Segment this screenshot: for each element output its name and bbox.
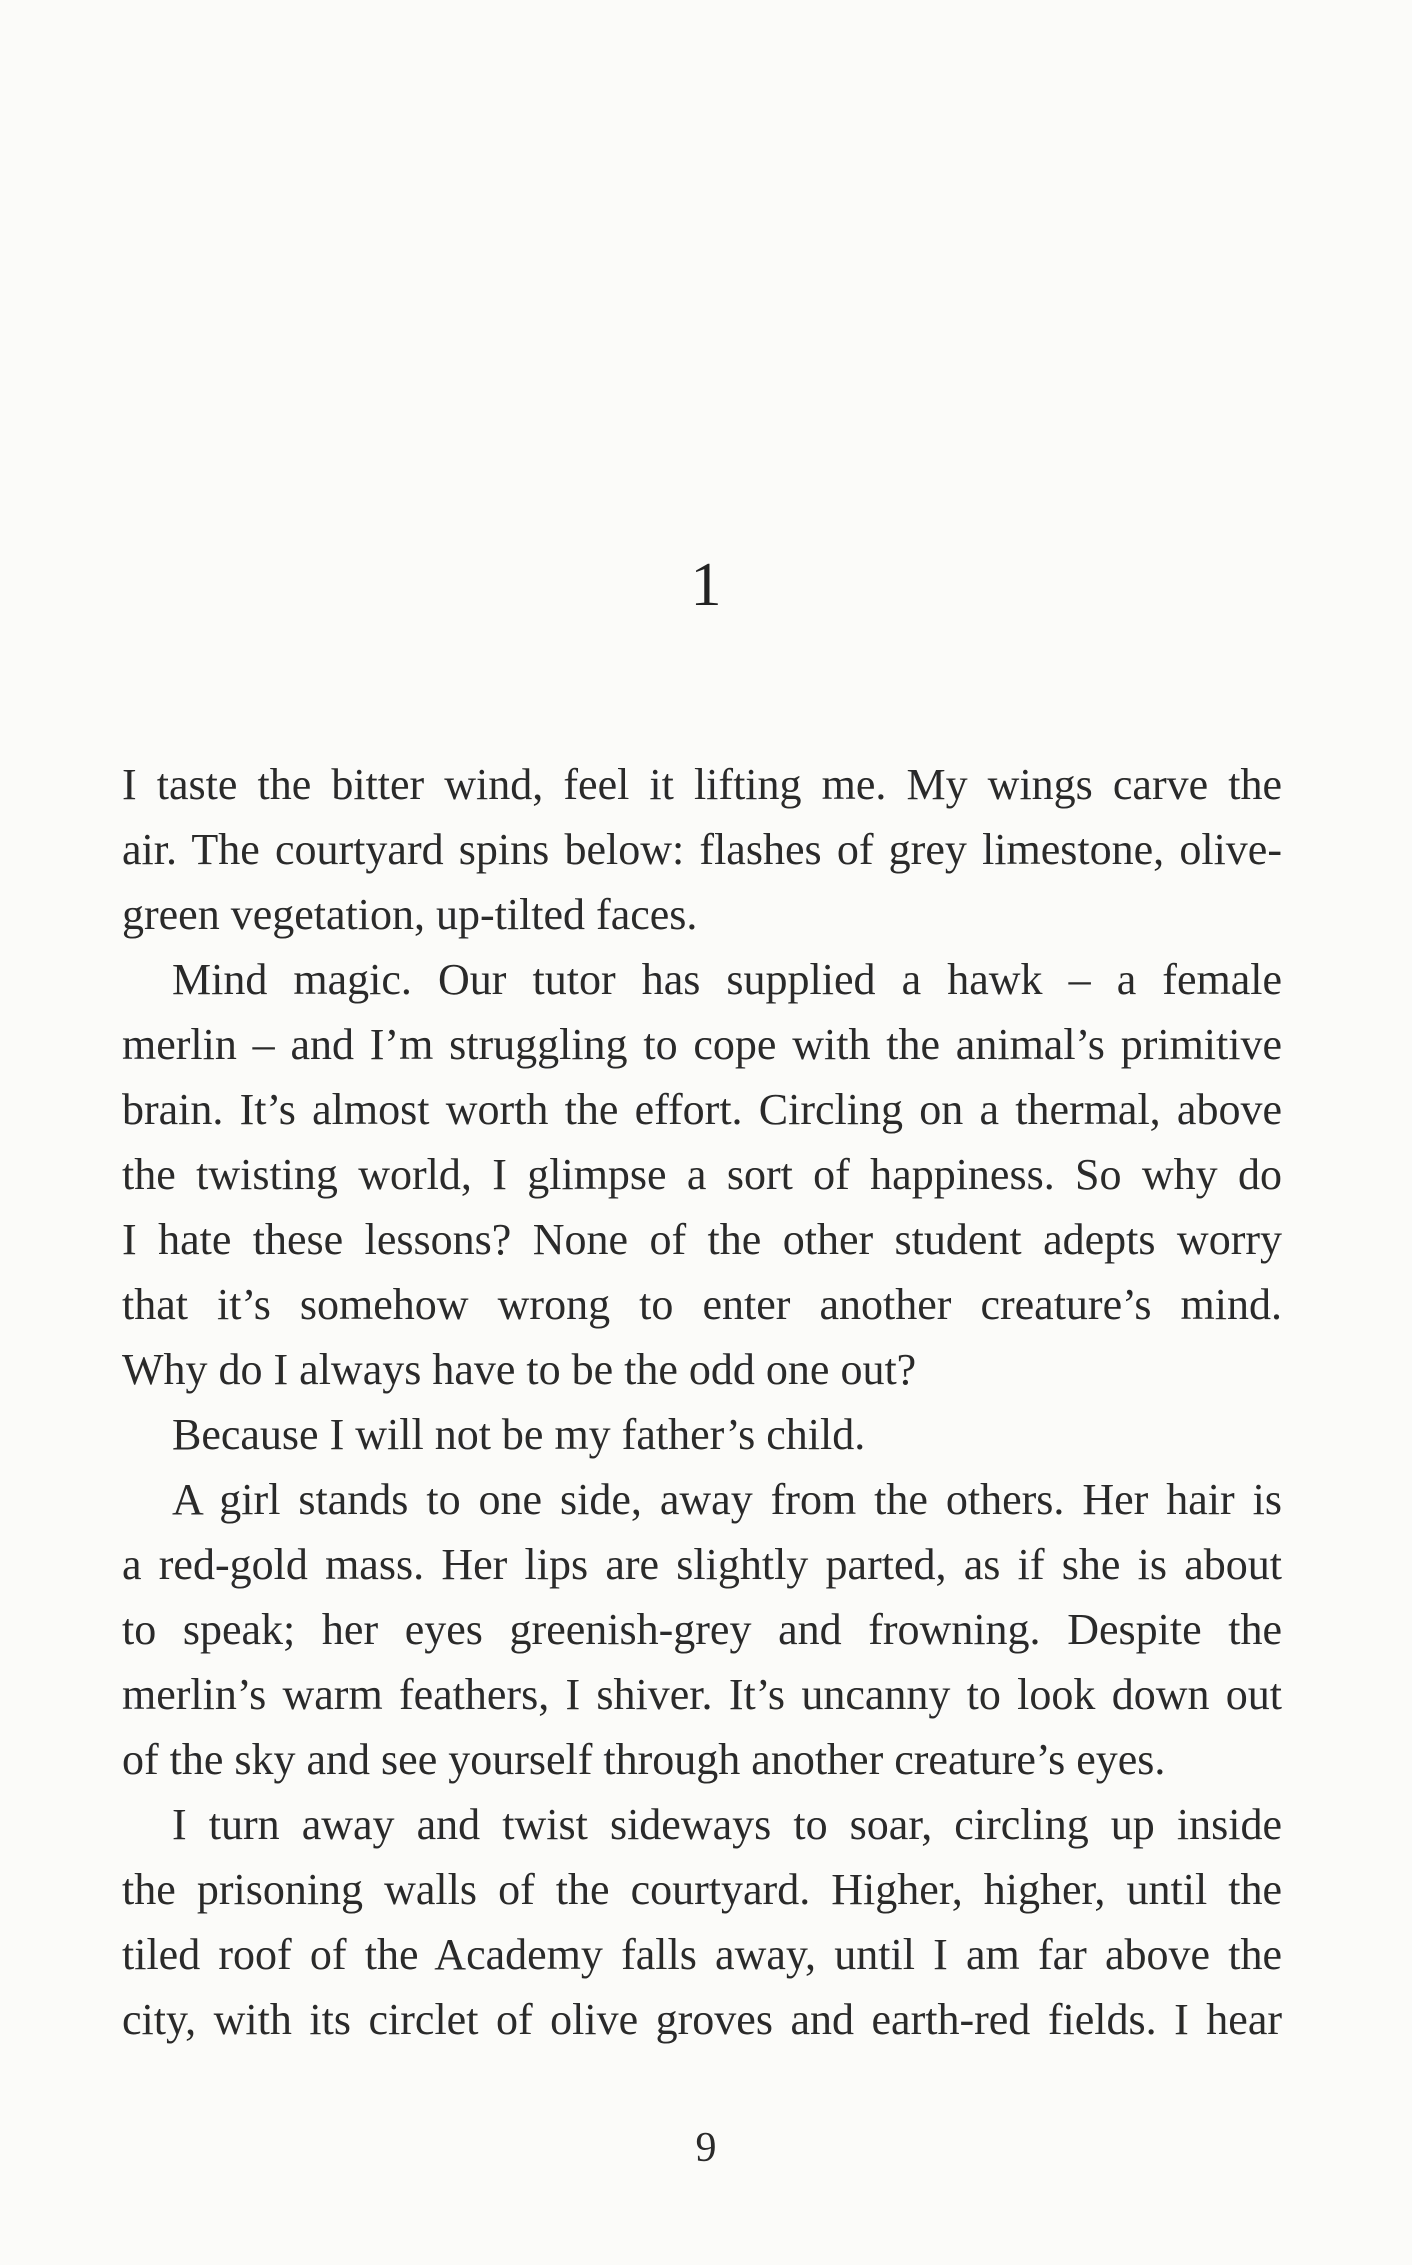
text-line: brain. It’s almost worth the effort. Circling on a thermal, above [122, 1085, 1282, 1134]
body-text [122, 752, 1282, 2052]
text-line: a red-gold mass. Her lips are slightly parted, as if she is about [122, 1540, 1282, 1589]
text-line: Why do I always have to be the odd one out? [122, 1345, 917, 1394]
text-line: I turn away and twist sideways to soar, circling up inside [172, 1800, 1282, 1849]
text-line: Mind magic. Our tutor has supplied a hawk – a female [172, 955, 1282, 1004]
text-line: of the sky and see yourself through another creature’s eyes. [122, 1735, 1166, 1784]
text-line: the prisoning walls of the courtyard. Higher, higher, until the [122, 1865, 1282, 1914]
text-line: I taste the bitter wind, feel it lifting me. My wings carve the [122, 760, 1282, 809]
text-line: merlin’s warm feathers, I shiver. It’s uncanny to look down out [122, 1670, 1282, 1719]
text-line: air. The courtyard spins below: flashes of grey limestone, olive- [122, 825, 1282, 874]
text-line: city, with its circlet of olive groves and earth-red fields. I hear [122, 1995, 1282, 2044]
text-line: the twisting world, I glimpse a sort of happiness. So why do [122, 1150, 1282, 1199]
text-line: merlin – and I’m struggling to cope with the animal’s primitive [122, 1020, 1282, 1069]
page-number: 9 [695, 2125, 717, 2171]
chapter-number: 1 [690, 551, 722, 619]
text-line: tiled roof of the Academy falls away, until I am far above the [122, 1930, 1282, 1979]
text-line: that it’s somehow wrong to enter another creature’s mind. [122, 1280, 1282, 1329]
text-line: green vegetation, up-tilted faces. [122, 890, 698, 939]
text-line: to speak; her eyes greenish-grey and frowning. Despite the [122, 1605, 1282, 1654]
text-line: Because I will not be my father’s child. [172, 1410, 866, 1459]
text-line: A girl stands to one side, away from the others. Her hair is [172, 1475, 1282, 1524]
text-line: I hate these lessons? None of the other student adepts worry [122, 1215, 1282, 1264]
